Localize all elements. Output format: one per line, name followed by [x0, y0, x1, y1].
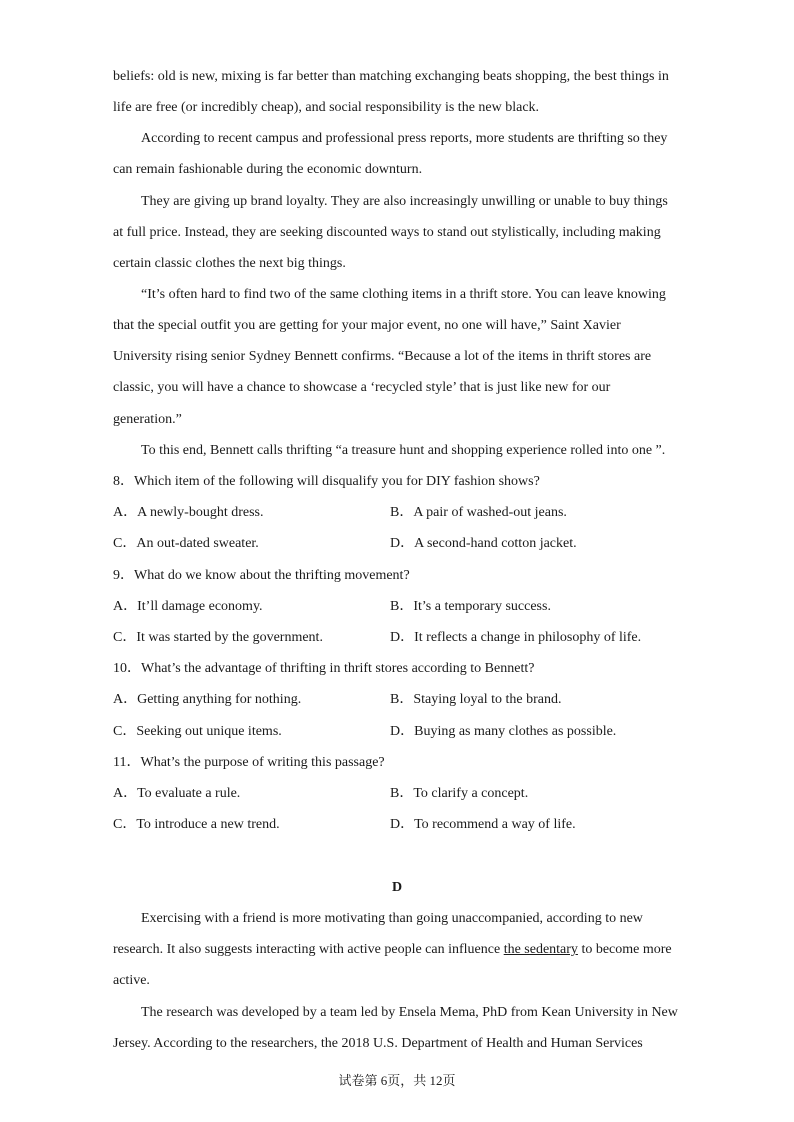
option-d: D．A second-hand cotton jacket. [390, 536, 577, 551]
passage-line: classic, you will have a chance to showcase a ‘recycled style’ that is just like new for our [113, 380, 611, 395]
option-a: A．A newly-bought dress. [113, 505, 264, 520]
option-d: D．To recommend a way of life. [390, 817, 576, 832]
option-d: D．It reflects a change in philosophy of life. [390, 630, 642, 645]
passage-line: generation.” [113, 412, 182, 427]
question-stem: 9．What do we know about the thrifting movement? [113, 568, 410, 583]
underlined-phrase: the sedentary [503, 942, 578, 957]
passage-line: According to recent campus and professional press reports, more students are thrifting so they [141, 131, 668, 146]
option-a: A．To evaluate a rule. [113, 786, 241, 801]
passage-line: certain classic clothes the next big things. [113, 256, 346, 271]
question-stem: 11．What’s the purpose of writing this passage? [113, 755, 385, 770]
passage-line: Exercising with a friend is more motivating than going unaccompanied, according to new [141, 911, 643, 926]
passage-line: University rising senior Sydney Bennett confirms. “Because a lot of the items in thrift stores are [113, 349, 652, 364]
option-c: C．To introduce a new trend. [113, 817, 280, 832]
passage-line: beliefs: old is new, mixing is far better than matching exchanging beats shopping, the best things in [113, 69, 669, 84]
option-d: D．Buying as many clothes as possible. [390, 724, 617, 739]
question-stem: 8．Which item of the following will disqualify you for DIY fashion shows? [113, 474, 540, 489]
question-stem: 10．What’s the advantage of thrifting in thrift stores according to Bennett? [113, 661, 535, 676]
option-b: B．It’s a temporary success. [390, 599, 551, 614]
passage-line: “It’s often hard to find two of the same clothing items in a thrift store. You can leave knowing [141, 287, 666, 302]
passage-line: They are giving up brand loyalty. They are also increasingly unwilling or unable to buy things [141, 194, 668, 209]
passage-line: The research was developed by a team led by Ensela Mema, PhD from Kean University in New [141, 1005, 678, 1020]
option-c: C．It was started by the government. [113, 630, 323, 645]
passage-line: active. [113, 973, 150, 988]
option-b: B．To clarify a concept. [390, 786, 529, 801]
option-c: C．Seeking out unique items. [113, 724, 282, 739]
option-a: A．Getting anything for nothing. [113, 692, 302, 707]
passage-line: at full price. Instead, they are seeking discounted ways to stand out stylistically, including making [113, 225, 661, 240]
option-c: C．An out-dated sweater. [113, 536, 259, 551]
passage-line: can remain fashionable during the economic downturn. [113, 162, 423, 177]
passage-text: to become more [577, 942, 672, 957]
passage-line [113, 940, 672, 960]
passage-line: life are free (or incredibly cheap), and social responsibility is the new black. [113, 100, 540, 115]
page-footer: 试卷第 6页，共 12页 [338, 1073, 456, 1088]
option-a: A．It’ll damage economy. [113, 599, 263, 614]
passage-line: To this end, Bennett calls thrifting “a treasure hunt and shopping experience rolled into one ”. [141, 443, 666, 458]
option-b: B．A pair of washed-out jeans. [390, 505, 567, 520]
passage-line: Jersey. According to the researchers, the 2018 U.S. Department of Health and Human Services [113, 1036, 643, 1051]
passage-text: research. It also suggests interacting with active people can influence [113, 942, 504, 957]
option-b: B．Staying loyal to the brand. [390, 692, 562, 707]
passage-line: that the special outfit you are getting for your major event, no one will have,” Saint Xavier [113, 318, 621, 333]
section-heading: D [391, 880, 403, 895]
